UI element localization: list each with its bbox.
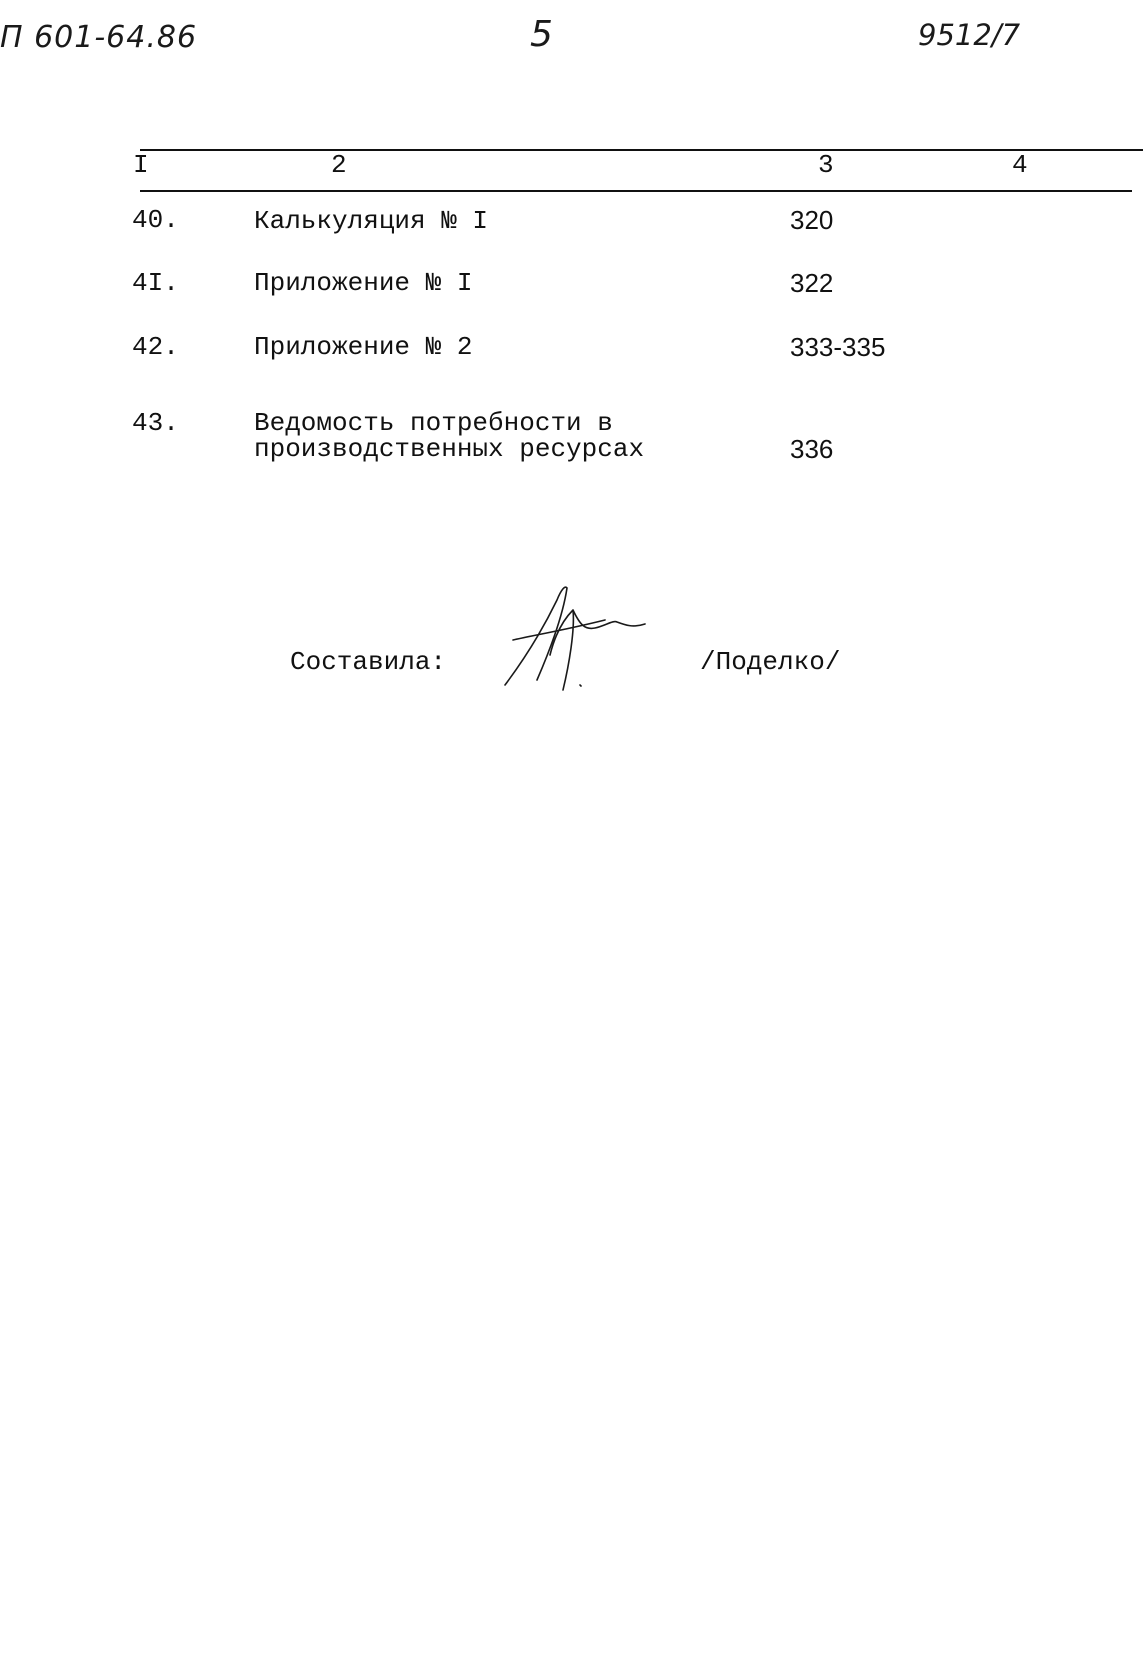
document-code: П 601-64.86 bbox=[0, 20, 198, 55]
row-page: 320 bbox=[790, 205, 834, 235]
column-header-3: 3 bbox=[818, 150, 834, 180]
row-number: 40. bbox=[132, 205, 179, 235]
compiled-by-label: Составила: bbox=[290, 647, 447, 677]
row-title: Калькуляция № I bbox=[254, 206, 489, 236]
column-header-2: 2 bbox=[331, 150, 347, 180]
column-header-4: 4 bbox=[1012, 150, 1028, 180]
row-title: Приложение № I bbox=[254, 268, 473, 298]
row-title-line-2: производственных ресурсах bbox=[254, 434, 645, 464]
table-header-rule bbox=[140, 190, 1132, 192]
row-number: 42. bbox=[132, 332, 179, 362]
signature-icon bbox=[495, 580, 665, 700]
sheet-code: 9512/7 bbox=[918, 18, 1021, 52]
page-number: 5 bbox=[530, 14, 553, 55]
row-page: 336 bbox=[790, 434, 834, 464]
table-top-rule bbox=[140, 149, 1143, 151]
signer-name: /Поделко/ bbox=[700, 647, 841, 677]
row-number: 43. bbox=[132, 408, 179, 438]
row-page: 322 bbox=[790, 268, 834, 298]
row-number: 4I. bbox=[132, 268, 179, 298]
row-title: Приложение № 2 bbox=[254, 332, 473, 362]
row-page: 333-335 bbox=[790, 332, 886, 362]
row-title-line-1: Ведомость потребности в bbox=[254, 408, 613, 438]
column-header-1: I bbox=[133, 150, 149, 180]
